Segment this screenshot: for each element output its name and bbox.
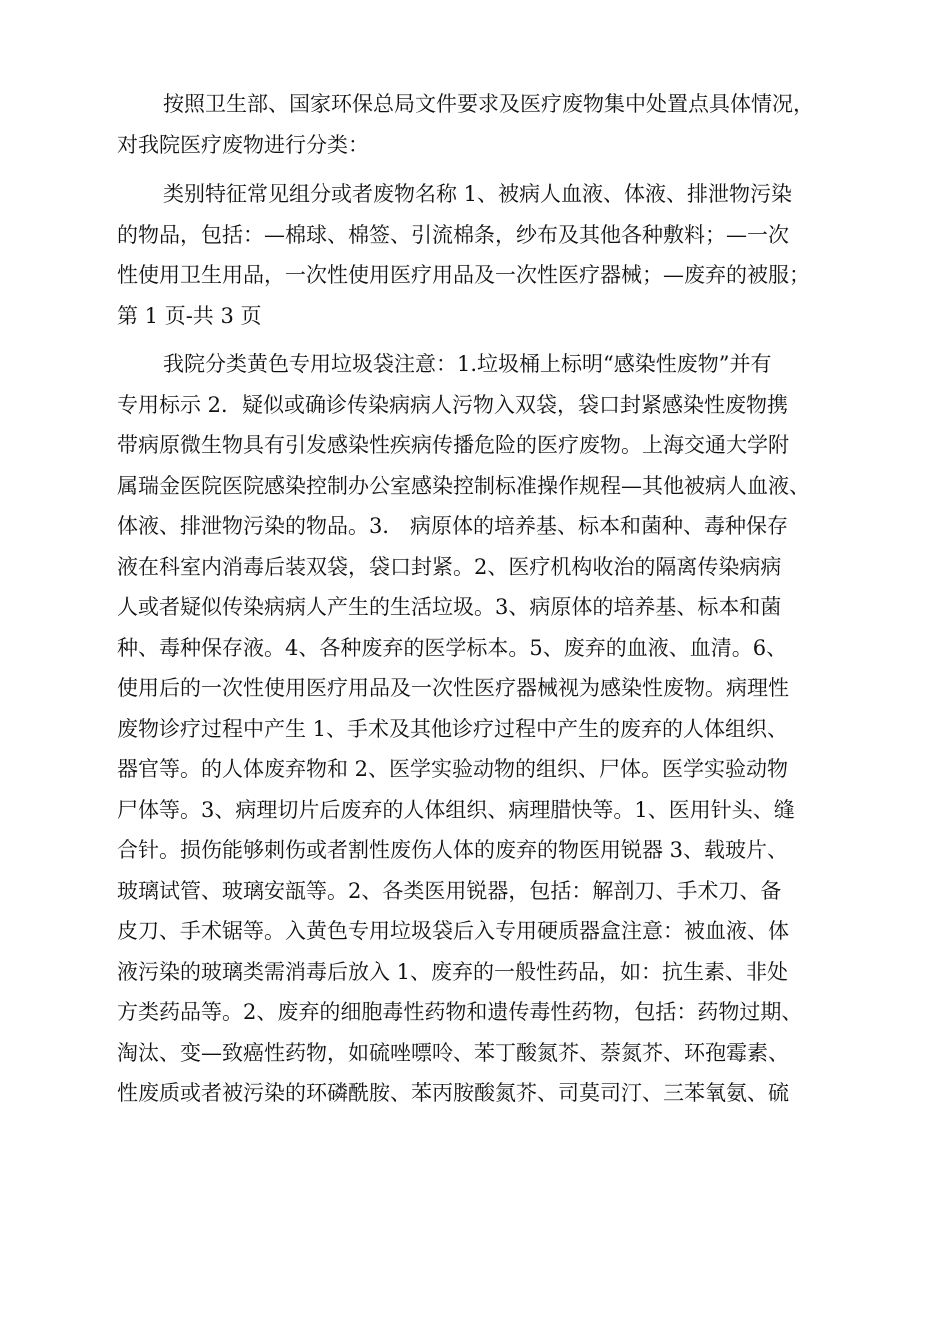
- text-line: 属瑞金医院医院感染控制办公室感染控制标准操作规程—其他被病人血液、: [117, 473, 810, 498]
- text-line: 种、毒种保存液。4、各种废弃的医学标本。5、废弃的血液、血清。6、: [117, 635, 788, 660]
- text-line: 体液、排泄物污染的物品。3． 病原体的培养基、标本和菌种、毒种保存: [117, 514, 789, 538]
- text-line: 按照卫生部、国家环保总局文件要求及医疗废物集中处置点具体情况，: [163, 92, 814, 116]
- text-line: 皮刀、手术锯等。入黄色专用垃圾袋后入专用硬质器盒注意：被血液、体: [117, 919, 789, 943]
- text-line: 对我院医疗废物进行分类：: [117, 132, 369, 157]
- text-line: 人或者疑似传染病病人产生的生活垃圾。3、病原体的培养基、标本和菌: [117, 595, 782, 619]
- paragraph-yellow-bag-notes: [117, 344, 839, 1114]
- text-line: 淘汰、变—致癌性药物，如硫唑嘌呤、苯丁酸氮芥、萘氮芥、环孢霉素、: [117, 1040, 789, 1065]
- text-line: 的物品，包括：—棉球、棉签、引流棉条，纱布及其他各种敷料；—一次: [117, 222, 789, 247]
- text-line: 专用标示 2．疑似或确诊传染病病人污物入双袋，袋口封紧感染性废物携: [117, 392, 789, 417]
- text-line: 我院分类黄色专用垃圾袋注意：1.垃圾桶上标明“感染性废物”并有: [163, 352, 772, 376]
- text-line: 玻璃试管、玻璃安瓿等。2、各类医用锐器，包括：解剖刀、手术刀、备: [117, 878, 782, 903]
- text-line: 带病原微生物具有引发感染性疾病传播危险的医疗废物。上海交通大学附: [117, 433, 789, 457]
- document-body: [117, 84, 839, 1114]
- text-line: 液污染的玻璃类需消毒后放入 1、废弃的一般性药品，如：抗生素、非处: [117, 959, 789, 984]
- page-number-line: 第 1 页-共 3 页: [117, 303, 262, 328]
- text-line: 尸体等。3、病理切片后废弃的人体组织、病理腊快等。1、医用针头、缝: [117, 797, 795, 822]
- text-line: 性使用卫生用品，一次性使用医疗用品及一次性医疗器械；—废弃的被服；: [117, 263, 810, 287]
- text-line: 废物诊疗过程中产生 1、手术及其他诊疗过程中产生的废弃的人体组织、: [117, 716, 789, 741]
- text-line: 类别特征常见组分或者废物名称 1、被病人血液、体液、排泄物污染: [163, 182, 793, 206]
- text-line: 使用后的一次性使用医疗用品及一次性医疗器械视为感染性废物。病理性: [117, 676, 789, 700]
- text-line: 方类药品等。2、废弃的细胞毒性药物和遗传毒性药物，包括：药物过期、: [117, 1000, 803, 1024]
- text-line: 液在科室内消毒后装双袋，袋口封紧。2、医疗机构收治的隔离传染病病: [117, 554, 782, 579]
- paragraph-classification-intro: [117, 84, 839, 165]
- text-line: 性废质或者被污染的环磷酰胺、苯丙胺酸氮芥、司莫司汀、三苯氧氨、硫: [117, 1081, 789, 1105]
- text-line: 合针。损伤能够刺伤或者割性废伤人体的废弃的物医用锐器 3、载玻片、: [117, 838, 789, 862]
- text-line: 器官等。的人体废弃物和 2、医学实验动物的组织、尸体。医学实验动物: [117, 757, 789, 781]
- paragraph-category-list: [117, 174, 839, 336]
